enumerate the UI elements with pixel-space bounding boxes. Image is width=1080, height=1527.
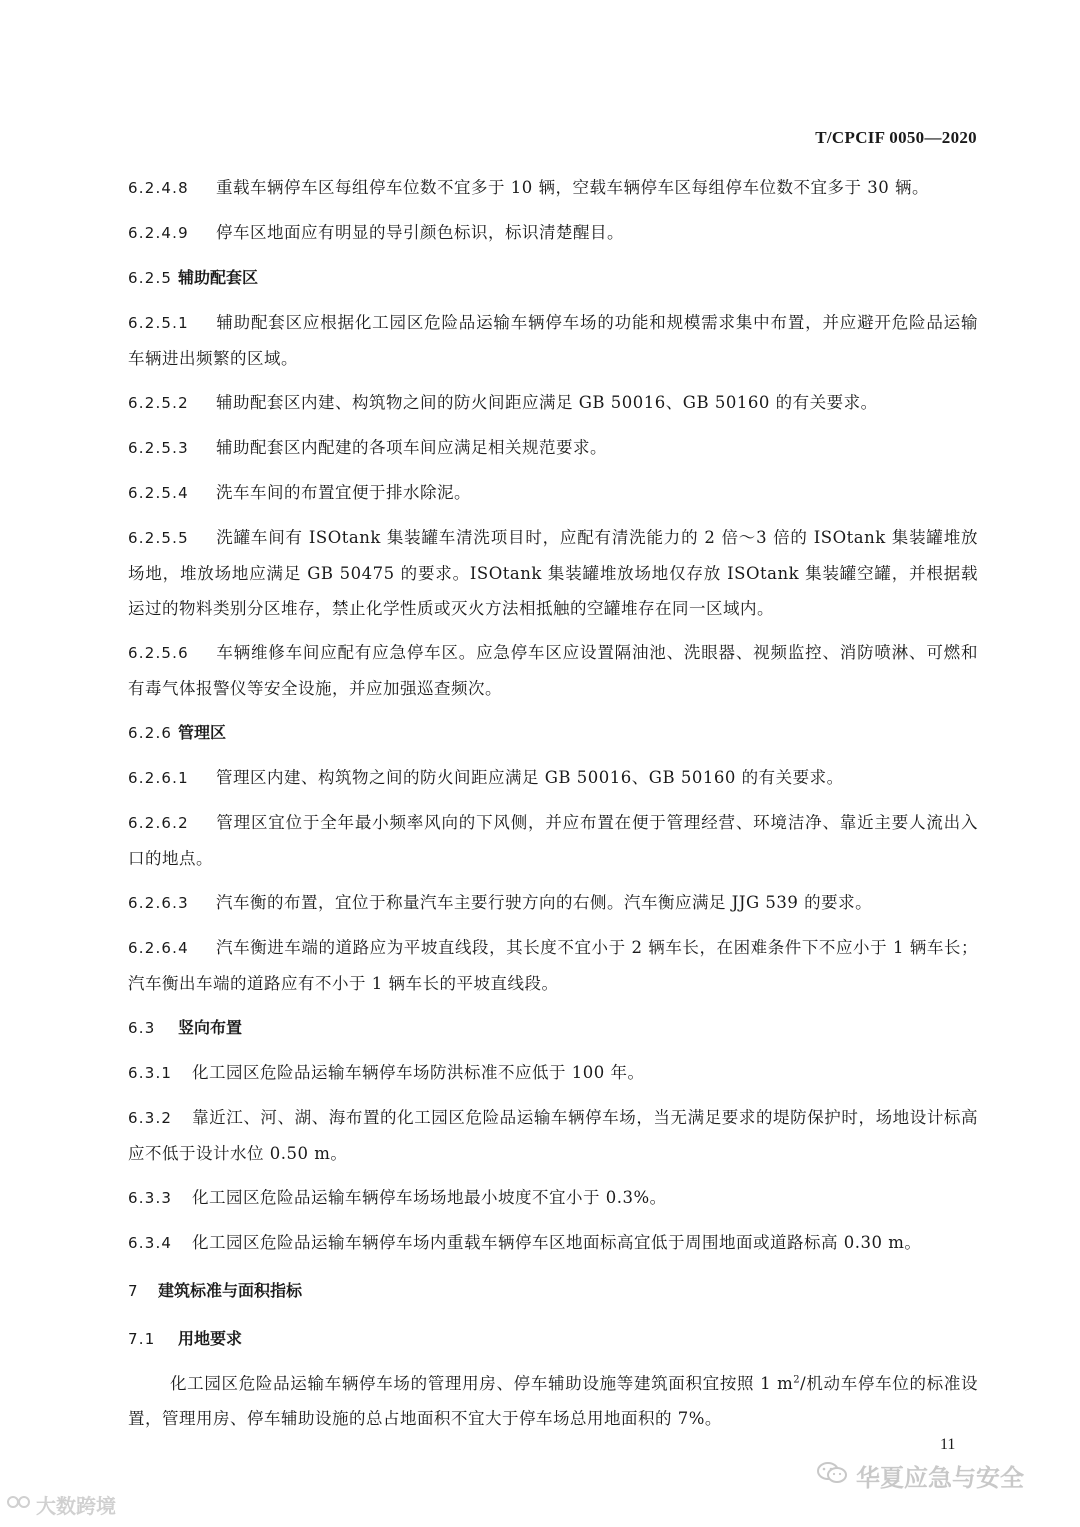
clause-6-2-6-1: [128, 760, 978, 796]
clause-text: 管理区宜位于全年最小频率风向的下风侧，并应布置在便于管理经营、环境洁净、靠近主要人流出入口的地点。: [128, 813, 978, 868]
clause-text: 停车区地面应有明显的导引颜色标识，标识清楚醒目。: [216, 223, 624, 242]
heading-text: 竖向布置: [178, 1018, 243, 1037]
clause-number: 6.3.2: [128, 1109, 173, 1127]
heading-number: 6.2.5: [128, 269, 173, 287]
land-requirement-paragraph: [128, 1366, 978, 1436]
clause-number: 6.3.1: [128, 1064, 173, 1082]
clause-6-2-5-4: [128, 475, 978, 511]
paragraph-text-part1: 化工园区危险品运输车辆停车场的管理用房、停车辅助设施等建筑面积宜按照 1 m: [170, 1374, 794, 1393]
superscript: 2: [793, 1374, 801, 1386]
heading-number: 6.3: [128, 1019, 156, 1037]
clause-text: 化工园区危险品运输车辆停车场内重载车辆停车区地面标高宜低于周围地面或道路标高 0.30 m。: [192, 1233, 922, 1252]
clause-6-2-5-5: [128, 520, 978, 626]
clause-number: 6.3.4: [128, 1234, 173, 1252]
clause-6-2-5-2: [128, 385, 978, 421]
heading-number: 6.2.6: [128, 724, 173, 742]
paragraph-text-part2: /机动车停车位的标准设置，管理用房、停车辅助设施的总占地面积不宜大于停车场总用地面积的 7%。: [128, 1374, 978, 1428]
clause-text: 辅助配套区内配建的各项车间应满足相关规范要求。: [216, 438, 607, 457]
watermark-left-text: 大数跨境: [36, 1494, 116, 1518]
logo-icon: [6, 1492, 32, 1517]
clause-number: 6.2.5.6: [128, 644, 189, 662]
clause-6-2-6-4: [128, 930, 978, 1001]
clause-text: 车辆维修车间应配有应急停车区。应急停车区应设置隔油池、洗眼器、视频监控、消防喷淋、可燃和有毒气体报警仪等安全设施，并应加强巡查频次。: [128, 643, 978, 698]
clause-number: 6.2.5.4: [128, 484, 189, 502]
clause-text: 洗罐车间有 ISOtank 集装罐车清洗项目时，应配有清洗能力的 2 倍～3 倍的 ISOtank 集装罐堆放场地，堆放场地应满足 GB 50475 的要求。ISOtank 集装罐堆放场地仅存放 ISOtank 集装罐空罐，并根据载运过的物料类别分区堆存，禁止化学性质或灭火方法相抵触的空罐堆存在同一区域内。: [128, 528, 978, 618]
wechat-icon: [816, 1460, 848, 1492]
clause-number: 6.2.6.2: [128, 814, 189, 832]
clause-text: 重载车辆停车区每组停车位数不宜多于 10 辆，空载车辆停车区每组停车位数不宜多于 30 辆。: [216, 178, 929, 197]
heading-6-3: [128, 1010, 978, 1046]
heading-7-1: [128, 1321, 978, 1357]
clause-6-2-5-6: [128, 635, 978, 706]
heading-number: 7.1: [128, 1330, 156, 1348]
clause-number: 6.2.5.3: [128, 439, 189, 457]
heading-6-2-5: [128, 260, 978, 296]
clause-6-3-3: [128, 1180, 978, 1216]
clause-text: 辅助配套区内建、构筑物之间的防火间距应满足 GB 50016、GB 50160 的有关要求。: [216, 393, 878, 412]
clause-number: 6.2.5.5: [128, 529, 189, 547]
heading-6-2-6: [128, 715, 978, 751]
document-code: T/CPCIF 0050—2020: [815, 128, 977, 147]
clause-text: 汽车衡的布置，宜位于称量汽车主要行驶方向的右侧。汽车衡应满足 JJG 539 的要求。: [216, 893, 873, 912]
clause-6-2-4-8: [128, 170, 978, 206]
heading-text: 用地要求: [178, 1329, 243, 1348]
clause-text: 靠近江、河、湖、海布置的化工园区危险品运输车辆停车场，当无满足要求的堤防保护时，场地设计标高应不低于设计水位 0.50 m。: [128, 1108, 978, 1163]
heading-text: 管理区: [178, 723, 227, 742]
watermark-right: [816, 1458, 1024, 1493]
heading-text: 辅助配套区: [178, 268, 259, 287]
heading-7: [128, 1273, 978, 1309]
heading-number: 7: [128, 1282, 139, 1300]
heading-text: 建筑标准与面积指标: [158, 1281, 303, 1300]
clause-6-3-2: [128, 1100, 978, 1171]
clause-number: 6.2.6.4: [128, 939, 189, 957]
clause-6-2-4-9: [128, 215, 978, 251]
clause-text: 洗车车间的布置宜便于排水除泥。: [216, 483, 471, 502]
clause-number: 6.2.6.3: [128, 894, 189, 912]
clause-6-2-5-3: [128, 430, 978, 466]
clause-6-2-6-3: [128, 885, 978, 921]
clause-6-3-1: [128, 1055, 978, 1091]
clause-text: 化工园区危险品运输车辆停车场防洪标准不应低于 100 年。: [192, 1063, 645, 1082]
clause-text: 化工园区危险品运输车辆停车场场地最小坡度不宜小于 0.3%。: [192, 1188, 667, 1207]
clause-6-3-4: [128, 1225, 978, 1261]
clause-number: 6.3.3: [128, 1189, 173, 1207]
document-body: [128, 170, 978, 1445]
clause-6-2-5-1: [128, 305, 978, 376]
clause-number: 6.2.4.9: [128, 224, 189, 242]
page-number: 11: [940, 1436, 956, 1453]
clause-number: 6.2.6.1: [128, 769, 189, 787]
clause-text: 辅助配套区应根据化工园区危险品运输车辆停车场的功能和规模需求集中布置，并应避开危险品运输车辆进出频繁的区域。: [128, 313, 978, 368]
clause-6-2-6-2: [128, 805, 978, 876]
watermark-right-text: 华夏应急与安全: [856, 1464, 1024, 1492]
clause-text: 汽车衡进车端的道路应为平坡直线段，其长度不宜小于 2 辆车长，在困难条件下不应小于 1 辆车长；汽车衡出车端的道路应有不小于 1 辆车长的平坡直线段。: [128, 938, 978, 993]
clause-number: 6.2.5.1: [128, 314, 189, 332]
clause-number: 6.2.4.8: [128, 179, 189, 197]
watermark-left: [6, 1490, 116, 1519]
clause-text: 管理区内建、构筑物之间的防火间距应满足 GB 50016、GB 50160 的有关要求。: [216, 768, 844, 787]
clause-number: 6.2.5.2: [128, 394, 189, 412]
